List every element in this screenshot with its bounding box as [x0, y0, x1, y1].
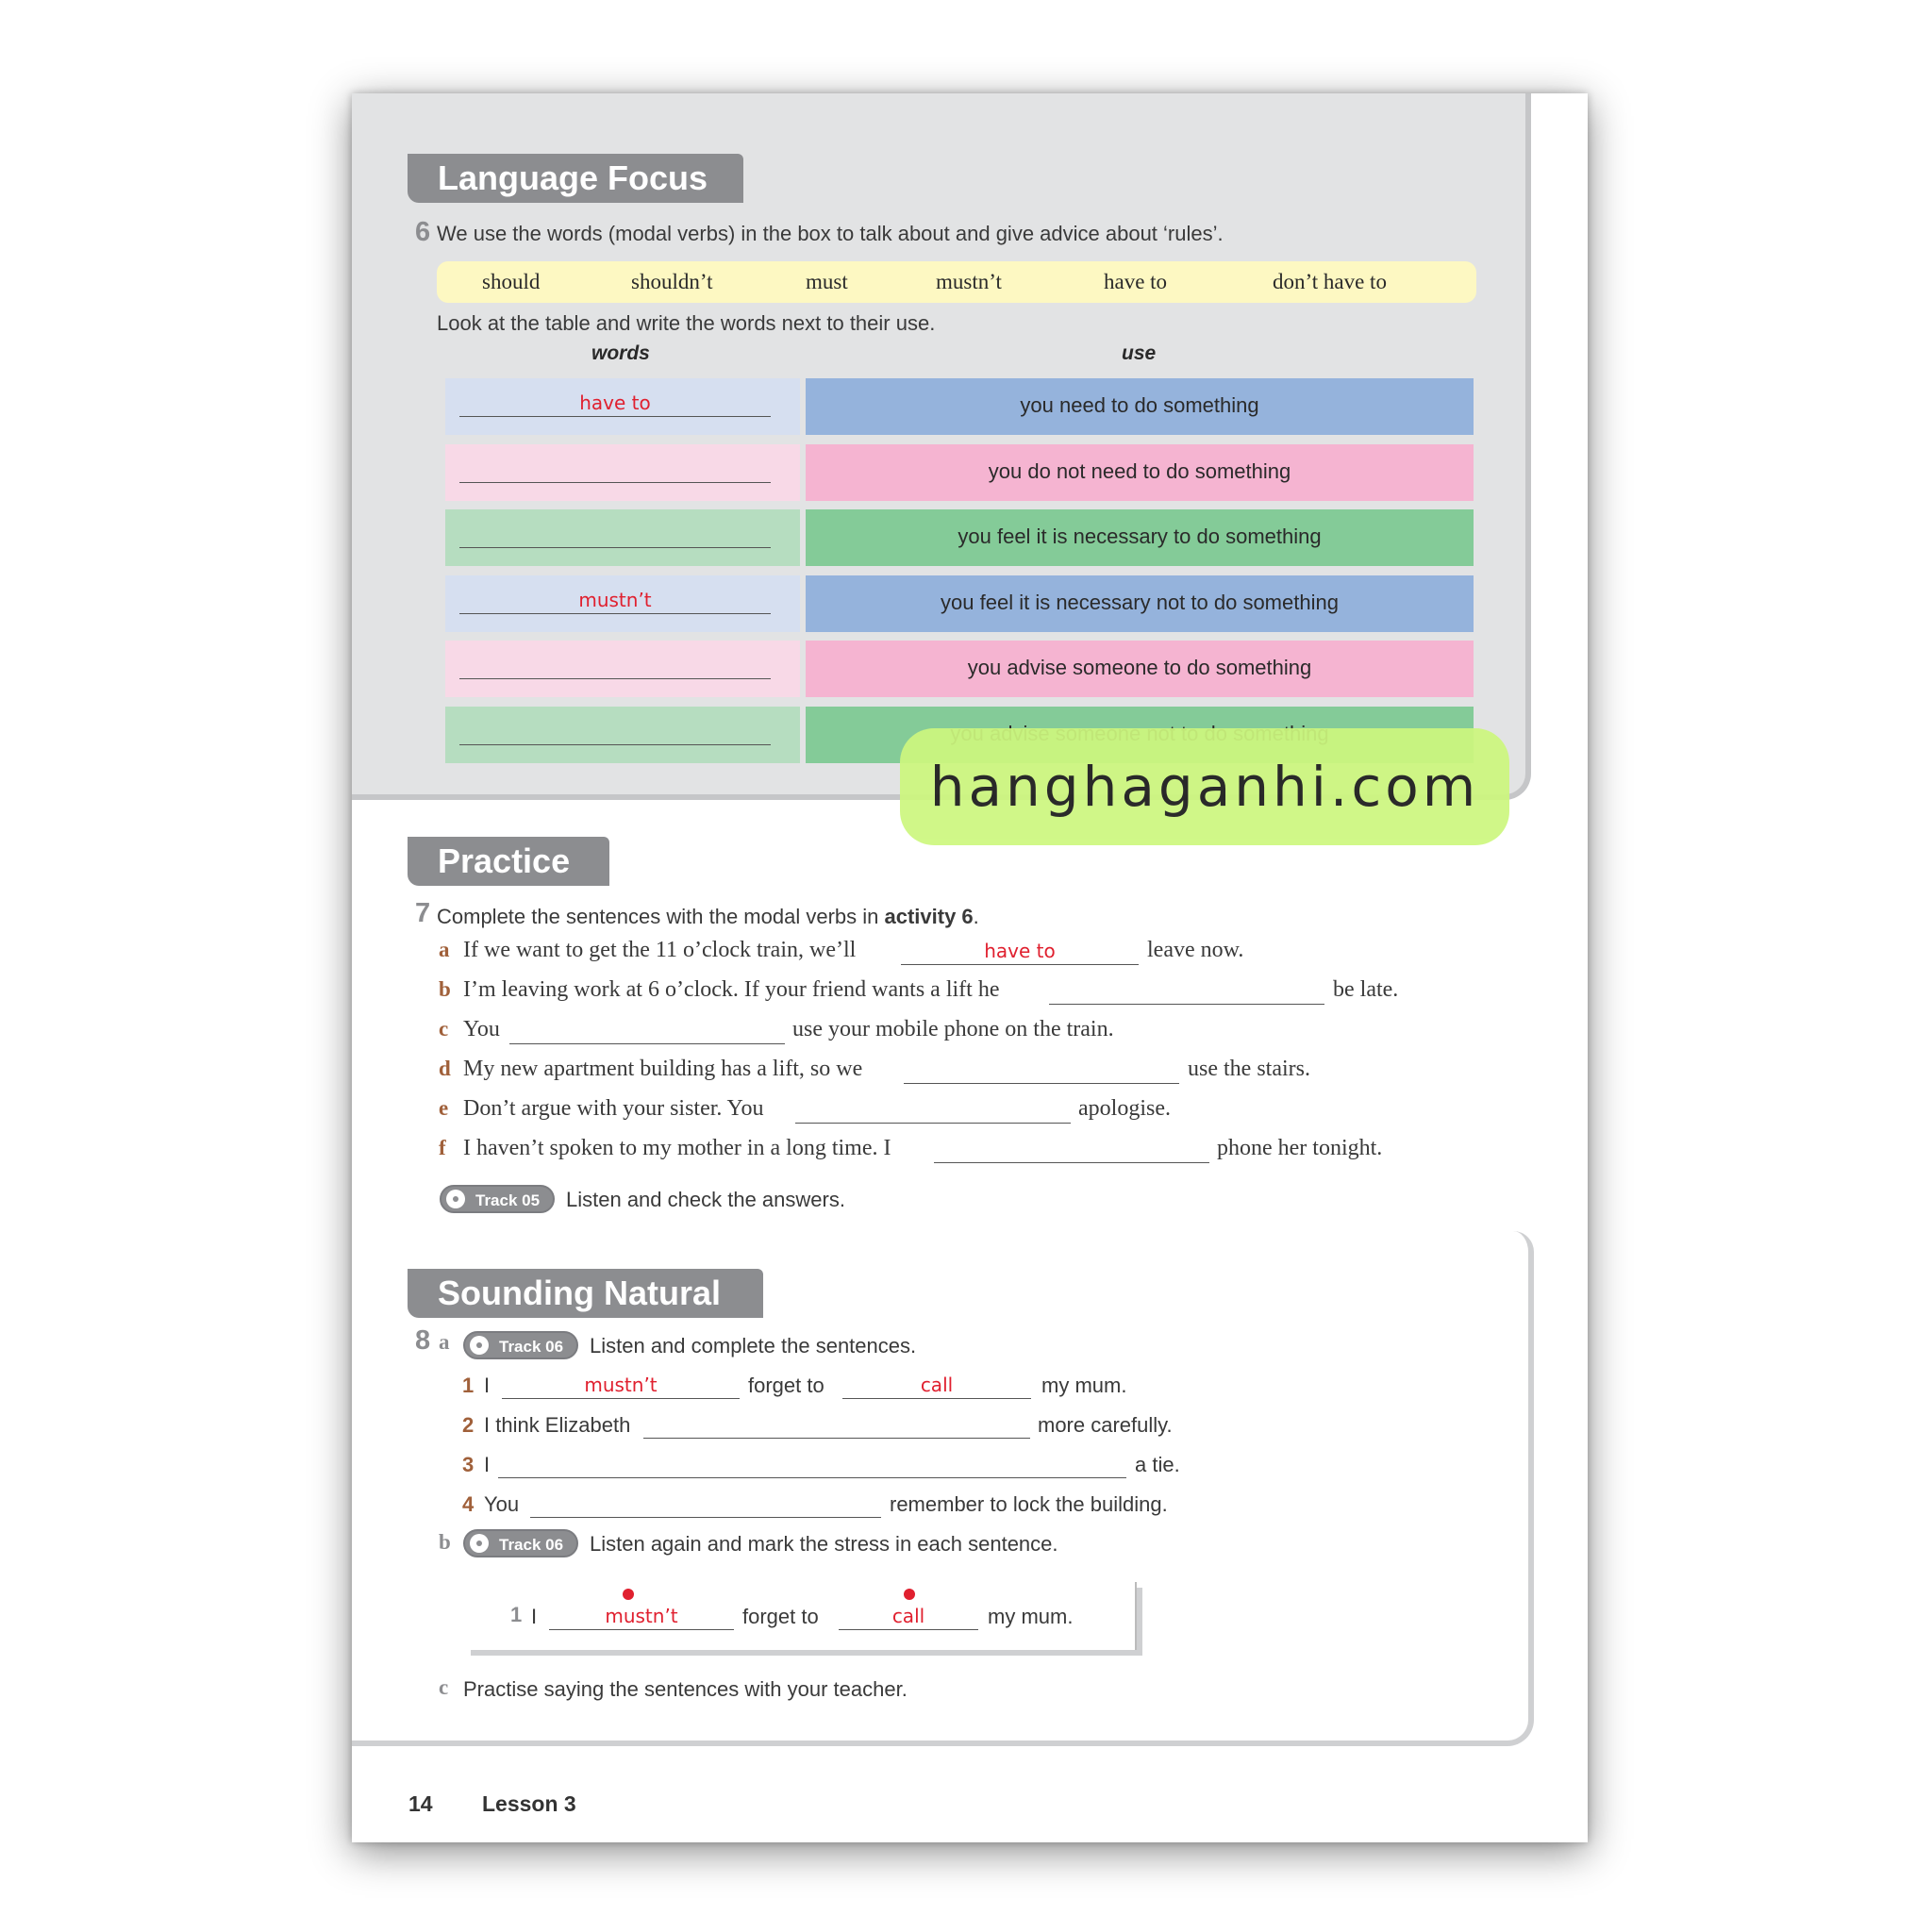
word-box-item: should [482, 270, 541, 293]
word-box-item: don’t have to [1273, 270, 1387, 293]
item-letter: e [439, 1096, 449, 1120]
audio-disc-icon [470, 1336, 489, 1355]
activity-number: 6 [415, 217, 431, 247]
table-instruction: Look at the table and write the words next to their use. [437, 311, 936, 335]
track-instruction: Listen and check the answers. [566, 1188, 845, 1211]
use-cell: you advise someone to do something [806, 641, 1474, 697]
part-letter: c [439, 1675, 449, 1699]
stress-dot [623, 1589, 634, 1600]
word-box-item: mustn’t [936, 270, 1002, 293]
stress-dot [904, 1589, 915, 1600]
sentence-blank[interactable] [904, 1058, 1179, 1084]
word-box [437, 261, 1476, 303]
sentence-text: I think Elizabeth [484, 1413, 631, 1437]
sentence-blank [839, 1605, 978, 1630]
sentence-text: You [463, 1017, 500, 1041]
sentence-text: forget to [748, 1374, 824, 1397]
answer-text: mustn’t [584, 1374, 658, 1396]
word-box-item: have to [1104, 270, 1168, 293]
part-instruction: Practise saying the sentences with your teacher. [463, 1677, 908, 1701]
sentence-text: my mum. [1041, 1374, 1127, 1397]
sentence-text: use the stairs. [1188, 1057, 1310, 1081]
sentence-text: phone her tonight. [1217, 1136, 1383, 1160]
item-letter: f [439, 1136, 446, 1159]
sentence-text: I haven’t spoken to my mother in a long time. I [463, 1136, 891, 1160]
answer-text: have to [984, 940, 1056, 962]
answer-text: mustn’t [578, 589, 652, 611]
answer-text: call [920, 1374, 954, 1396]
track-05-button[interactable]: Track 05 [440, 1185, 555, 1213]
sentence-blank[interactable] [509, 1019, 785, 1044]
answer-text: mustn’t [605, 1605, 678, 1627]
sentence-text: You [484, 1492, 520, 1516]
audio-disc-icon [446, 1190, 465, 1208]
workbook-page [352, 93, 1588, 1842]
answer-blank[interactable] [459, 589, 771, 614]
item-number: 3 [462, 1453, 475, 1476]
item-number: 2 [462, 1413, 475, 1437]
sentence-blank[interactable] [901, 940, 1139, 965]
sentence-text: leave now. [1147, 938, 1244, 962]
sentence-blank [549, 1605, 734, 1630]
answer-cell [445, 378, 800, 435]
item-letter: d [439, 1057, 451, 1080]
sentence-text: My new apartment building has a lift, so we [463, 1057, 863, 1081]
sentence-text: forget to [742, 1605, 819, 1628]
part-instruction: Listen again and mark the stress in each sentence. [590, 1532, 1058, 1556]
answer-blank[interactable] [459, 523, 771, 548]
answer-cell [445, 444, 800, 501]
word-box-item: shouldn’t [631, 270, 713, 293]
answer-cell [445, 575, 800, 632]
answer-text: have to [579, 391, 651, 414]
track-06-button[interactable]: Track 06 [463, 1331, 578, 1359]
practice-heading: Practice [408, 837, 609, 886]
sentence-blank[interactable] [498, 1453, 1126, 1478]
use-cell: you feel it is necessary not to do something [806, 575, 1474, 632]
use-cell: you do not need to do something [806, 444, 1474, 501]
use-cell: you feel it is necessary to do something [806, 509, 1474, 566]
answer-cell [445, 509, 800, 566]
sentence-text: I [484, 1453, 491, 1476]
sentence-text: more carefully. [1038, 1413, 1173, 1437]
item-letter: b [439, 977, 451, 1001]
activity-number: 7 [415, 898, 431, 928]
answer-blank[interactable] [459, 654, 771, 679]
sentence-text: remember to lock the building. [890, 1492, 1168, 1516]
use-cell: you need to do something [806, 378, 1474, 435]
part-letter: a [439, 1330, 450, 1354]
sentence-text: use your mobile phone on the train. [792, 1017, 1114, 1041]
answer-blank[interactable] [459, 720, 771, 745]
sentence-blank[interactable] [934, 1138, 1209, 1163]
practice-instruction: Complete the sentences with the modal verbs in activity 6. [437, 905, 979, 928]
sentence-blank[interactable] [502, 1374, 740, 1399]
sentence-text: apologise. [1078, 1096, 1171, 1121]
sentence-text: be late. [1333, 977, 1399, 1002]
page-number: 14 [408, 1791, 433, 1816]
answer-cell [445, 641, 800, 697]
answer-text: call [891, 1605, 925, 1627]
sentence-blank[interactable] [1049, 979, 1324, 1005]
sentence-text: a tie. [1135, 1453, 1180, 1476]
part-instruction: Listen and complete the sentences. [590, 1334, 917, 1357]
sentence-text: Don’t argue with your sister. You [463, 1096, 764, 1121]
watermark-banner: hanghaganhi.com [900, 728, 1509, 845]
item-letter: a [439, 938, 450, 961]
audio-disc-icon [470, 1534, 489, 1553]
answer-blank[interactable] [459, 458, 771, 483]
sentence-blank[interactable] [795, 1098, 1071, 1124]
sentence-text: I [531, 1605, 538, 1628]
answer-blank[interactable] [459, 391, 771, 417]
item-number: 1 [462, 1374, 475, 1397]
sentence-text: If we want to get the 11 o’clock train, we’ll [463, 938, 857, 962]
part-letter: b [439, 1530, 451, 1554]
activity-reference: activity 6 [884, 905, 974, 928]
sounding-natural-heading: Sounding Natural [408, 1269, 763, 1318]
sentence-blank[interactable] [530, 1492, 881, 1518]
activity-number: 8 [415, 1325, 431, 1356]
language-focus-heading: Language Focus [408, 154, 743, 203]
sentence-text: I [484, 1374, 491, 1397]
sentence-blank[interactable] [643, 1413, 1030, 1439]
item-number: 4 [462, 1492, 475, 1516]
column-header-use: use [1122, 342, 1157, 364]
column-header-words: words [591, 342, 650, 364]
item-letter: c [439, 1017, 449, 1041]
item-number: 1 [510, 1603, 523, 1626]
activity-intro: We use the words (modal verbs) in the box to talk about and give advice about ‘rules’. [437, 222, 1224, 245]
lesson-label: Lesson 3 [482, 1791, 576, 1816]
answer-cell [445, 707, 800, 763]
word-box-item: must [806, 270, 848, 293]
sentence-text: my mum. [988, 1605, 1074, 1628]
sentence-text: I’m leaving work at 6 o’clock. If your friend wants a lift he [463, 977, 1000, 1002]
sentence-blank[interactable] [842, 1374, 1031, 1399]
track-06-button[interactable]: Track 06 [463, 1529, 578, 1557]
